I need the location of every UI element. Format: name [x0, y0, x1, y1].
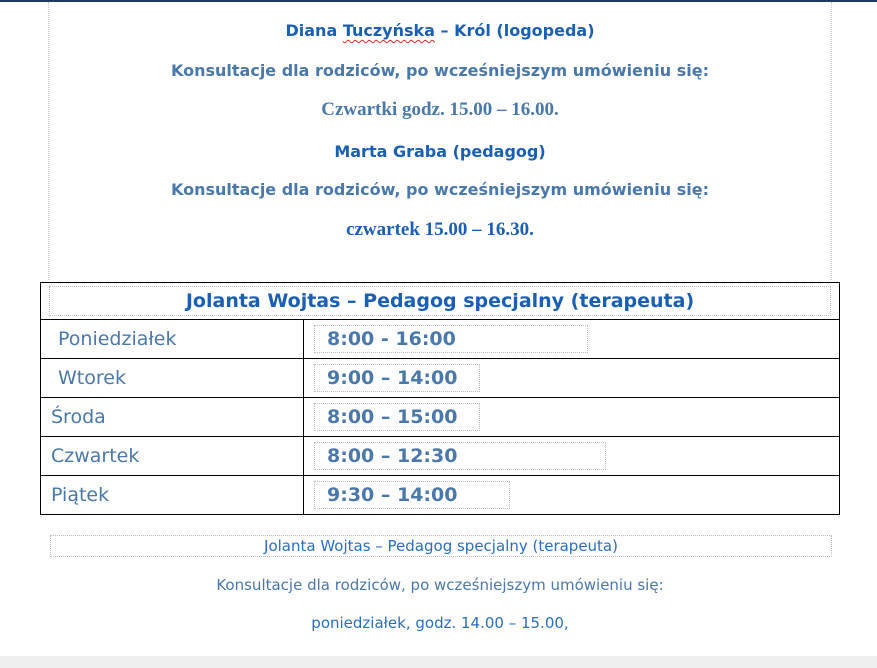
consult-time-2: czwartek 15.00 – 16.30. [346, 219, 534, 240]
footer-consult-label: Konsultacje dla rodziców, po wcześniejszym umówieniu się: [216, 576, 664, 594]
table-row [41, 359, 840, 398]
right-margin-guide [831, 2, 832, 280]
left-margin-guide [48, 2, 49, 280]
status-bar [0, 656, 877, 668]
specialist-name-2: Marta Graba (pedagog) [334, 142, 546, 161]
table-row [41, 398, 840, 437]
table-row [41, 437, 840, 476]
footer-consult-time: poniedziałek, godz. 14.00 – 15.00, [311, 614, 569, 632]
consult-label-1: Konsultacje dla rodziców, po wcześniejszym umówieniu się: [170, 61, 709, 80]
day-cell: Środa [51, 406, 106, 428]
table-row [41, 476, 840, 515]
schedule-title: Jolanta Wojtas – Pedagog specjalny (terapeuta) [49, 286, 831, 316]
hours-cell: 8:00 - 16:00 [314, 325, 588, 353]
hours-cell: 9:30 – 14:00 [314, 481, 510, 509]
specialist-name-1: Diana Tuczyńska – Król (logopeda) [285, 21, 595, 40]
schedule-table [40, 282, 840, 515]
consult-time-1: Czwartki godz. 15.00 – 16.00. [321, 99, 559, 120]
day-cell: Poniedziałek [58, 328, 177, 350]
spellcheck-word: Tuczyńska [342, 21, 435, 40]
day-cell: Wtorek [58, 367, 126, 389]
footer-specialist-name: Jolanta Wojtas – Pedagog specjalny (terapeuta) [50, 535, 832, 557]
table-row [41, 320, 840, 359]
top-border [0, 0, 877, 2]
day-cell: Czwartek [51, 445, 140, 467]
hours-cell: 8:00 – 12:30 [314, 442, 606, 470]
hours-cell: 9:00 – 14:00 [314, 364, 480, 392]
consult-label-2: Konsultacje dla rodziców, po wcześniejszym umówieniu się: [170, 180, 709, 199]
schedule-header-row [41, 283, 840, 320]
day-cell: Piątek [51, 484, 110, 506]
hours-cell: 8:00 – 15:00 [314, 403, 480, 431]
